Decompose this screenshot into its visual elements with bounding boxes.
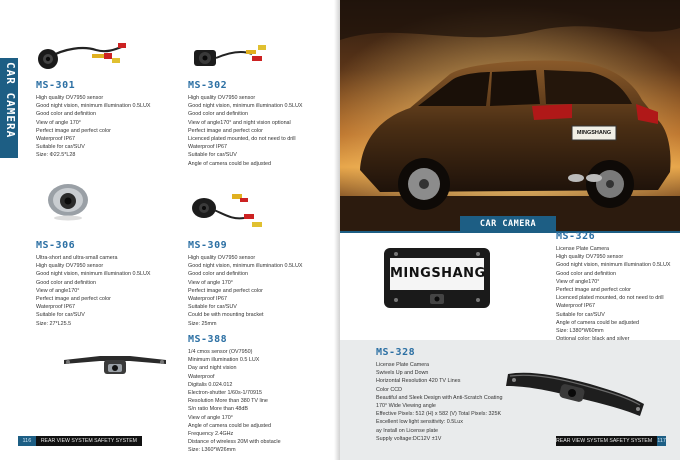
spec-line: Good night vision, minimum illumination 0.5LUX — [36, 271, 151, 278]
spec-line: Good color and definition — [556, 270, 616, 277]
page-number: 117 — [657, 438, 666, 444]
spec-line: Ultra-short and ultra-small camera — [36, 255, 118, 261]
hero-car-photo — [340, 0, 680, 232]
spec-line: Swivels Up and Down — [376, 370, 429, 377]
spec-line: View of angle 170° — [188, 414, 233, 421]
spec-line: Resolution More than 380 TV line — [188, 398, 268, 405]
spec-line: Good night vision, minimum illumination 0.5LUX — [188, 263, 303, 270]
spec-line: Waterproof IP67 — [188, 144, 228, 151]
product-ms-388 — [188, 334, 281, 455]
spec-line: Effective Pixels: 512 (H) x 582 (V) Total Pixels: 325K — [376, 411, 502, 418]
spec-line: Waterproof IP67 — [36, 136, 76, 143]
product-specs — [556, 245, 670, 343]
product-model: MS-309 — [188, 240, 228, 251]
product-specs — [188, 254, 302, 328]
spec-line: 170° Wide Viewing angle — [376, 403, 436, 410]
spec-line: High quality OV7950 sensor — [188, 255, 256, 261]
spec-line: High quality OV7950 sensor — [36, 95, 104, 101]
spec-line: Suitable for car/SUV — [188, 304, 237, 311]
footer-text: REAR VIEW SYSTEM SAFETY SYSTEM — [40, 438, 137, 444]
product-specs — [188, 94, 302, 168]
ms328-camera-bar-image — [500, 360, 650, 424]
suv-illustration — [340, 0, 680, 232]
spec-line: Supply voltage:DC12V ±1V — [376, 435, 442, 442]
product-model: MS-306 — [36, 240, 76, 251]
spec-line: Licenced plated mounted, do not need to drill — [188, 136, 296, 143]
product-ms-302 — [188, 80, 302, 168]
spec-line: Suitable for car/SUV — [188, 152, 237, 159]
product-specs — [36, 254, 150, 328]
spec-line: Size: Φ22.5*L28 — [36, 152, 76, 159]
spec-line: High quality OV7950 sensor — [36, 263, 104, 270]
spec-line: Angle of camera could be adjusted — [188, 422, 272, 429]
spec-line: Waterproof IP67 — [188, 296, 228, 303]
spec-line: ay Install on License plate — [376, 427, 439, 434]
ms306-camera-image — [44, 180, 92, 222]
product-ms-306 — [36, 240, 150, 328]
ms309-camera-image — [188, 186, 268, 236]
product-specs — [36, 94, 150, 160]
spec-line: Frequency 2.4GHz — [188, 431, 234, 438]
spec-line: Good night vision, minimum illumination 0.5LUX — [188, 103, 303, 110]
spec-line: High quality OV7950 sensor — [556, 254, 624, 261]
spec-line: Waterproof IP67 — [36, 304, 76, 311]
plate-frame-text: MINGSHANG — [390, 266, 486, 281]
spec-line: Size: L380*W60mm — [556, 328, 604, 335]
spec-line: Beautiful and Sleek Design with Anti-Scratch Coating — [376, 394, 503, 401]
car-license-plate-text: MINGSHANG — [576, 130, 612, 136]
spec-line: Color CCD — [376, 386, 403, 393]
spec-line: View of angle 170° — [188, 279, 233, 286]
ms388-camera-image — [60, 346, 170, 386]
spec-line: S/n ratio More than 48dB — [188, 406, 248, 413]
spec-line: Size: L360*W26mm — [188, 447, 236, 454]
side-tab-label: CAR CAMERA — [4, 62, 17, 139]
spec-line: Digitalis 0.024.012 — [188, 381, 233, 388]
spec-line: Distance of wireless 20M with obstacle — [188, 439, 281, 446]
spec-line: Day and night vision — [188, 365, 237, 372]
spec-line: Licenced plated mounted, do not need to drill — [556, 295, 664, 302]
spec-line: View of angle170° — [36, 287, 80, 294]
spec-line: High quality OV7950 sensor — [188, 95, 256, 101]
spec-line: Good color and definition — [36, 111, 96, 118]
spec-line: Horizontal Resolution 420 TV Lines — [376, 378, 461, 385]
ms302-camera-image — [190, 42, 270, 78]
spec-line: Suitable for car/SUV — [36, 312, 85, 319]
product-model: MS-301 — [36, 80, 76, 91]
product-ms-326 — [556, 231, 670, 343]
spec-line: Waterproof — [188, 373, 215, 380]
ms301-camera-image — [34, 40, 129, 72]
right-footer — [556, 436, 666, 446]
spec-line: 1/4 cmos sensor (OV7950) — [188, 349, 253, 355]
spec-line: Minimum illumination 0.5 LUX — [188, 357, 260, 364]
spec-line: Good color and definition — [36, 279, 96, 286]
spec-line: Perfect image and perfect color — [188, 127, 263, 134]
product-ms-301 — [36, 80, 150, 160]
spec-line: Electron-shutter 1/60s-1/70915 — [188, 390, 263, 397]
spec-line: Angle of camera could be adjusted — [188, 160, 272, 167]
product-specs — [376, 361, 502, 443]
product-model: MS-328 — [376, 347, 416, 358]
spec-line: License Plate Camera — [556, 246, 610, 252]
page-number: 116 — [18, 436, 36, 446]
spec-line: Could be with mounting bracket — [188, 312, 264, 319]
spec-line: Good night vision, minimum illumination 0.5LUX — [556, 262, 671, 269]
section-banner: CAR CAMERA — [460, 216, 556, 232]
spec-line: Perfect image and perfect color — [188, 287, 263, 294]
product-ms-309 — [188, 240, 302, 328]
product-model: MS-326 — [556, 231, 596, 242]
spec-line: Waterproof IP67 — [556, 303, 596, 310]
product-model: MS-388 — [188, 334, 228, 345]
spec-line: Perfect image and perfect color — [36, 296, 111, 303]
spec-line: Good color and definition — [188, 271, 248, 278]
spec-line: Angle of camera could be adjusted — [556, 319, 640, 326]
product-model: MS-302 — [188, 80, 228, 91]
footer-text: REAR VIEW SYSTEM SAFETY SYSTEM — [556, 438, 653, 444]
product-ms-328 — [376, 347, 502, 443]
spec-line: Excellent low light sensitivity: 0.5Lux — [376, 419, 463, 426]
spec-line: Suitable for car/SUV — [556, 311, 605, 318]
right-page — [340, 0, 680, 460]
product-specs — [188, 348, 281, 455]
spec-line: Good color and definition — [188, 111, 248, 118]
spec-line: Suitable for car/SUV — [36, 144, 85, 151]
spec-line: View of angle170° and night vision optional — [188, 119, 291, 126]
spec-line: Good night vision, minimum illumination 0.5LUX — [36, 103, 151, 110]
spec-line: View of angle 170° — [36, 119, 81, 126]
left-footer — [18, 436, 142, 446]
spec-line: Perfect image and perfect color — [556, 287, 631, 294]
spec-line: Size: 25mm — [188, 320, 217, 327]
spec-line: License Plate Camera — [376, 362, 430, 368]
spec-line: Perfect image and perfect color — [36, 127, 111, 134]
spec-line: View of angle170° — [556, 278, 600, 285]
spec-line: Size: 27*L25.5 — [36, 320, 72, 327]
